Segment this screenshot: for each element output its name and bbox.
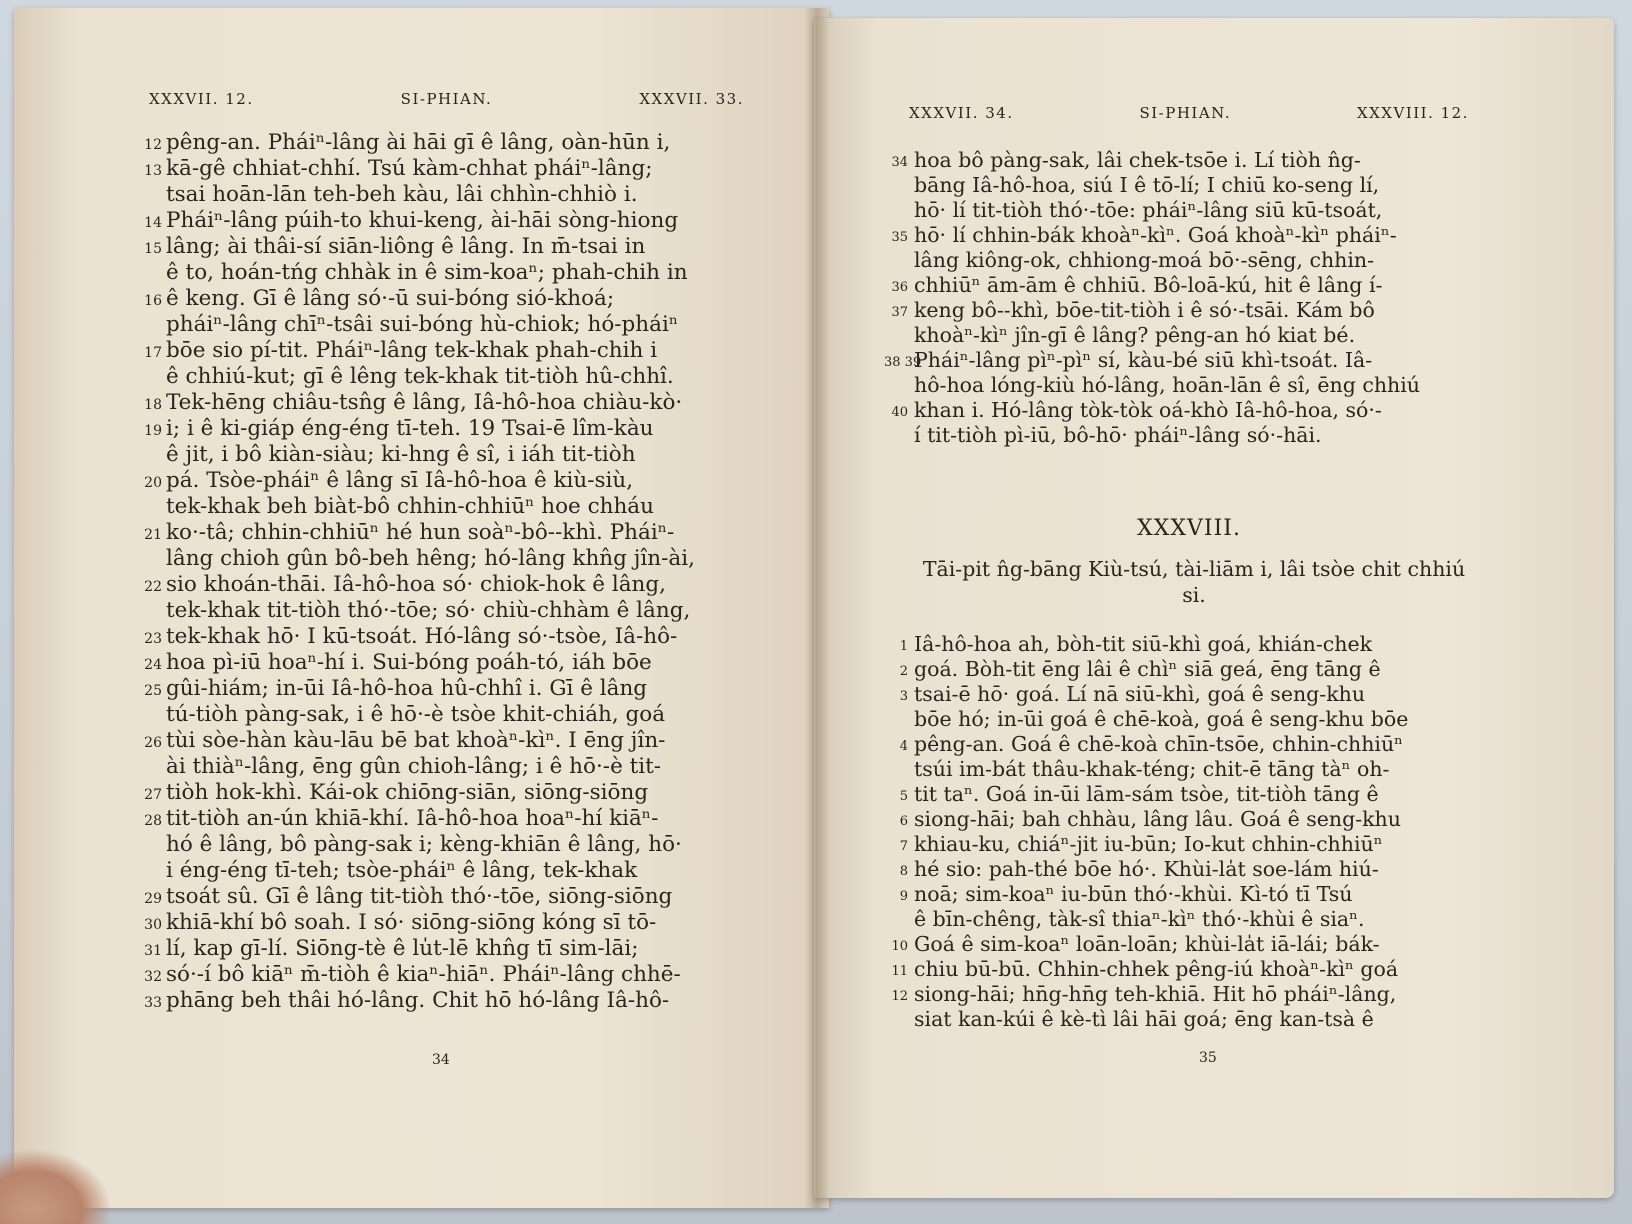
verse-number: 11	[891, 964, 908, 979]
line-text: gûi-hiám; in-ūi Iâ-hô-hoa hû-chhî i. Gī ê lâng	[166, 676, 648, 701]
verse-number: 32	[144, 969, 162, 985]
text-line	[884, 398, 1504, 423]
text-line	[134, 806, 754, 832]
verse-number: 9	[899, 889, 908, 904]
line-text: goá. Bòh-tit ēng lâi ê chìⁿ siā geá, ēng tāng ê	[914, 657, 1381, 681]
line-text: phāng beh thâi hó-lâng. Chit hō hó-lâng Iâ-hô-	[166, 988, 670, 1013]
line-text: tsúi im-bát thâu-khak-téng; chit-ē tāng tàⁿ oh-	[914, 757, 1390, 781]
left-header-right: XXXVII. 33.	[639, 90, 744, 108]
line-text: hô-hoa lóng-kiù hó-lâng, hoān-lān ê sî, ēng chhiú	[914, 373, 1420, 397]
line-text: kā-gê chhiat-chhí. Tsú kàm-chhat pháiⁿ-lâng;	[166, 156, 653, 181]
line-text: Iâ-hô-hoa ah, bòh-tit siū-khì goá, khián-chek	[914, 632, 1372, 656]
line-text: tsai hoān-lān teh-beh kàu, lâi chhìn-chhiò i.	[166, 182, 638, 207]
text-line	[134, 572, 754, 598]
left-page	[14, 8, 829, 1208]
verse-number: 34	[891, 155, 908, 170]
line-text: tiòh hok-khì. Kái-ok chiōng-siān, siōng-siōng	[166, 780, 649, 805]
line-text: tek-khak hō· I kū-tsoát. Hó-lâng só·-tsòe, Iâ-hô-	[166, 624, 678, 649]
line-text: ê to, hoán-tńg chhàk in ê sim-koaⁿ; phah-chih in	[166, 260, 688, 285]
text-line	[134, 936, 754, 962]
left-header-left: XXXVII. 12.	[149, 90, 254, 108]
text-line	[884, 148, 1504, 173]
left-page-number: 34	[432, 1052, 450, 1068]
line-text: sio khoán-thāi. Iâ-hô-hoa só· chiok-hok ê lâng,	[166, 572, 666, 597]
text-line	[134, 234, 754, 260]
text-line	[884, 957, 1504, 982]
text-line	[134, 962, 754, 988]
line-text: bōe hó; in-ūi goá ê chē-koà, goá ê seng-khu bōe	[914, 707, 1409, 731]
line-text: chhiūⁿ ām-ām ê chhiū. Bô-loā-kú, hit ê lâng í-	[914, 273, 1383, 297]
text-line	[134, 286, 754, 312]
verse-number: 18	[144, 397, 162, 413]
text-line	[884, 373, 1504, 398]
verse-number: 12	[144, 137, 162, 153]
text-line	[134, 208, 754, 234]
line-text: tsai-ē hō· goá. Lí nā siū-khì, goá ê seng-khu	[914, 682, 1366, 706]
line-text: hoa pì-iū hoaⁿ-hí i. Sui-bóng poáh-tó, iáh bōe	[166, 650, 652, 675]
text-line	[884, 657, 1504, 682]
right-header-left: XXXVII. 34.	[909, 104, 1014, 122]
text-line	[134, 858, 754, 884]
text-line	[134, 884, 754, 910]
line-text: khoàⁿ-kìⁿ jîn-gī ê lâng? pêng-an hó kiat bé.	[914, 323, 1356, 347]
text-line	[884, 732, 1504, 757]
text-line	[134, 754, 754, 780]
text-line	[884, 682, 1504, 707]
text-line	[884, 832, 1504, 857]
verse-number: 40	[891, 405, 908, 420]
verse-number: 35	[891, 230, 908, 245]
left-page-header	[149, 90, 744, 108]
line-text: hó ê lâng, bô pàng-sak i; kèng-khiān ê lâng, hō·	[166, 832, 682, 857]
line-text: Pháiⁿ-lâng púih-to khui-keng, ài-hāi sòng-hiong	[166, 208, 679, 233]
verse-number: 6	[899, 814, 908, 829]
right-page-header	[909, 104, 1469, 122]
text-line	[884, 907, 1504, 932]
line-text: lâng; ài thâi-sí siān-liông ê lâng. In m̄-tsai in	[166, 234, 646, 259]
verse-number: 2	[899, 664, 908, 679]
text-line	[134, 260, 754, 286]
line-text: keng bô--khì, bōe-tit-tiòh i ê só·-tsāi. Kám bô	[914, 298, 1375, 322]
line-text: pháiⁿ-lâng chīⁿ-tsâi sui-bóng hù-chiok; hó-pháiⁿ	[166, 312, 679, 337]
text-line	[884, 757, 1504, 782]
chapter-summary: Tāi-pit n̂g-bāng Kiù-tsú, tài-liām i, lâi tsòe chit chhiú si.	[922, 557, 1466, 607]
text-line	[884, 782, 1504, 807]
line-text: bāng Iâ-hô-hoa, siú I ê tō-lí; I chiū ko-seng lí,	[914, 173, 1380, 197]
text-line	[884, 273, 1504, 298]
line-text: pá. Tsòe-pháiⁿ ê lâng sī Iâ-hô-hoa ê kiù-siù,	[166, 468, 634, 493]
verse-number: 3	[899, 689, 908, 704]
line-text: i; i ê ki-giáp éng-éng tī-teh. 19 Tsai-ē lîm-kàu	[166, 416, 654, 441]
text-line	[134, 468, 754, 494]
chapter-title: XXXVIII.	[1137, 516, 1241, 541]
line-text: tek-khak beh biàt-bô chhin-chhiūⁿ hoe chháu	[166, 494, 654, 519]
right-page	[814, 18, 1614, 1198]
line-text: tú-tiòh pàng-sak, i ê hō·-è tsòe khit-chiáh, goá	[166, 702, 666, 727]
verse-number: 7	[899, 839, 908, 854]
thumb	[0, 1150, 110, 1224]
verse-number: 20	[144, 475, 162, 491]
line-text: khan i. Hó-lâng tòk-tòk oá-khò Iâ-hô-hoa, só·-	[914, 398, 1382, 422]
line-text: tek-khak tit-tiòh thó·-tōe; só· chiù-chhàm ê lâng,	[166, 598, 691, 623]
verse-number: 1	[899, 639, 908, 654]
text-line	[134, 910, 754, 936]
line-text: ê chhiú-kut; gī ê lêng tek-khak tit-tiòh hû-chhî.	[166, 364, 674, 389]
line-text: hé sio: pah-thé bōe hó·. Khùi-la̍t soe-lám hiú-	[914, 857, 1379, 881]
verse-number: 37	[891, 305, 908, 320]
verse-number: 23	[144, 631, 162, 647]
line-text: hoa bô pàng-sak, lâi chek-tsōe i. Lí tiòh n̂g-	[914, 148, 1361, 172]
text-line	[134, 364, 754, 390]
line-text: lâng chioh gûn bô-beh hêng; hó-lâng khn̂g jîn-ài,	[166, 546, 695, 571]
text-line	[134, 702, 754, 728]
verse-number: 31	[144, 943, 162, 959]
text-line	[134, 676, 754, 702]
right-page-number: 35	[1199, 1050, 1217, 1066]
line-text: siong-hāi; hn̄g-hn̄g teh-khiā. Hit hō pháiⁿ-lâng,	[914, 982, 1397, 1006]
verse-number: 8	[899, 864, 908, 879]
text-line	[134, 130, 754, 156]
verse-number: 19	[144, 423, 162, 439]
line-text: tùi sòe-hàn kàu-lāu bē bat khoàⁿ-kìⁿ. I ēng jîn-	[166, 728, 666, 753]
text-line	[884, 298, 1504, 323]
text-line	[134, 520, 754, 546]
text-line	[134, 390, 754, 416]
left-page-text	[134, 130, 754, 1014]
verse-number: 15	[144, 241, 162, 257]
line-text: ko·-tâ; chhin-chhiūⁿ hé hun soàⁿ-bô--khì. Pháiⁿ-	[166, 520, 675, 545]
text-line	[884, 173, 1504, 198]
text-line	[884, 857, 1504, 882]
text-line	[884, 807, 1504, 832]
text-line	[884, 882, 1504, 907]
line-text: khiā-khí bô soah. I só· siōng-siōng kóng sī tō-	[166, 910, 657, 935]
line-text: pêng-an. Goá ê chē-koà chīn-tsōe, chhin-chhiūⁿ	[914, 732, 1404, 756]
verse-number: 21	[144, 527, 162, 543]
line-text: Tek-hēng chiâu-tsn̂g ê lâng, Iâ-hô-hoa chiàu-kò·	[166, 390, 683, 415]
verse-number: 27	[144, 787, 162, 803]
text-line	[134, 494, 754, 520]
line-text: i éng-éng tī-teh; tsòe-pháiⁿ ê lâng, tek-khak	[166, 858, 638, 883]
line-text: lí, kap gī-lí. Siōng-tè ê lu̍t-lē khn̂g tī sim-lāi;	[166, 936, 639, 961]
verse-number: 14	[144, 215, 162, 231]
verse-number: 26	[144, 735, 162, 751]
book-gutter	[804, 8, 830, 1208]
line-text: só·-í bô kiāⁿ m̄-tiòh ê kiaⁿ-hiāⁿ. Pháiⁿ-lâng chhē-	[166, 962, 681, 987]
line-text: khiau-ku, chiáⁿ-jit iu-būn; Io-kut chhin-chhiūⁿ	[914, 832, 1383, 856]
text-line	[134, 156, 754, 182]
line-text: ê keng. Gī ê lâng só·-ū sui-bóng sió-khoá;	[166, 286, 615, 311]
text-line	[884, 248, 1504, 273]
text-line	[884, 223, 1504, 248]
text-line	[134, 416, 754, 442]
verse-number: 4	[899, 739, 908, 754]
verse-number: 33	[144, 995, 162, 1011]
text-line	[884, 632, 1504, 657]
text-line	[134, 598, 754, 624]
verse-number: 38 39	[884, 355, 922, 370]
line-text: Goá ê sim-koaⁿ loān-loān; khùi-la̍t iā-lái; bák-	[914, 932, 1380, 956]
right-header-right: XXXVIII. 12.	[1356, 104, 1469, 122]
line-text: bōe sio pí-tit. Pháiⁿ-lâng tek-khak phah-chih i	[166, 338, 658, 363]
line-text: siat kan-kúi ê kè-tì lâi hāi goá; ēng kan-tsà ê	[914, 1007, 1374, 1031]
text-line	[134, 182, 754, 208]
text-line	[884, 932, 1504, 957]
line-text: hō· lí chhin-bák khoàⁿ-kìⁿ. Goá khoàⁿ-kìⁿ pháiⁿ-	[914, 223, 1397, 247]
line-text: tit-tiòh an-ún khiā-khí. Iâ-hô-hoa hoaⁿ-hí kiāⁿ-	[166, 806, 659, 831]
line-text: hō· lí tit-tiòh thó·-tōe: pháiⁿ-lâng siū kū-tsoát,	[914, 198, 1383, 222]
line-text: chiu bū-bū. Chhin-chhek pêng-iú khoàⁿ-kìⁿ goá	[914, 957, 1399, 981]
verse-number: 29	[144, 891, 162, 907]
text-line	[134, 546, 754, 572]
line-text: ê jit, i bô kiàn-siàu; ki-hng ê sî, i iáh tit-tiòh	[166, 442, 636, 467]
right-header-center: SI-PHIAN.	[1139, 104, 1232, 122]
text-line	[134, 780, 754, 806]
line-text: siong-hāi; bah chhàu, lâng lâu. Goá ê seng-khu	[914, 807, 1401, 831]
line-text: tsoát sû. Gī ê lâng tit-tiòh thó·-tōe, siōng-siōng	[166, 884, 673, 909]
verse-number: 17	[144, 345, 162, 361]
verse-number: 22	[144, 579, 162, 595]
text-line	[884, 348, 1504, 373]
verse-number: 5	[899, 789, 908, 804]
verse-number: 25	[144, 683, 162, 699]
line-text: ê bīn-chêng, tàk-sî thiaⁿ-kìⁿ thó·-khùi ê siaⁿ.	[914, 907, 1365, 931]
text-line	[134, 650, 754, 676]
open-book	[14, 8, 1614, 1216]
line-text: tit taⁿ. Goá in-ūi lām-sám tsòe, tit-tiòh tāng ê	[914, 782, 1379, 806]
line-text: Pháiⁿ-lâng pìⁿ-pìⁿ sí, kàu-bé siū khì-tsoát. Iâ-	[914, 348, 1373, 372]
verse-number: 10	[891, 939, 908, 954]
text-line	[134, 624, 754, 650]
verse-number: 24	[144, 657, 162, 673]
line-text: lâng kiông-ok, chhiong-moá bō·-sēng, chhin-	[914, 248, 1375, 272]
text-line	[884, 198, 1504, 223]
verse-number: 12	[891, 989, 908, 1004]
text-line	[134, 442, 754, 468]
line-text: pêng-an. Pháiⁿ-lâng ài hāi gī ê lâng, oàn-hūn i,	[166, 130, 671, 155]
text-line	[134, 728, 754, 754]
text-line	[884, 1007, 1504, 1032]
text-line	[884, 707, 1504, 732]
line-text: ài thiàⁿ-lâng, ēng gûn chioh-lâng; i ê hō·-è tit-	[166, 754, 662, 779]
line-text: noā; sim-koaⁿ iu-būn thó·-khùi. Kì-tó tī Tsú	[914, 882, 1353, 906]
verse-number: 13	[144, 163, 162, 179]
text-line	[134, 988, 754, 1014]
verse-number: 28	[144, 813, 162, 829]
line-text: í tit-tiòh pì-iū, bô-hō· pháiⁿ-lâng só·-hāi.	[914, 423, 1322, 447]
verse-number: 30	[144, 917, 162, 933]
left-header-center: SI-PHIAN.	[400, 90, 493, 108]
verse-number: 36	[891, 280, 908, 295]
verse-number: 16	[144, 293, 162, 309]
text-line	[884, 423, 1504, 448]
text-line	[884, 323, 1504, 348]
text-line	[884, 982, 1504, 1007]
chapter-verses	[884, 632, 1504, 1032]
text-line	[134, 832, 754, 858]
text-line	[134, 312, 754, 338]
text-line	[134, 338, 754, 364]
right-page-text	[884, 148, 1504, 448]
